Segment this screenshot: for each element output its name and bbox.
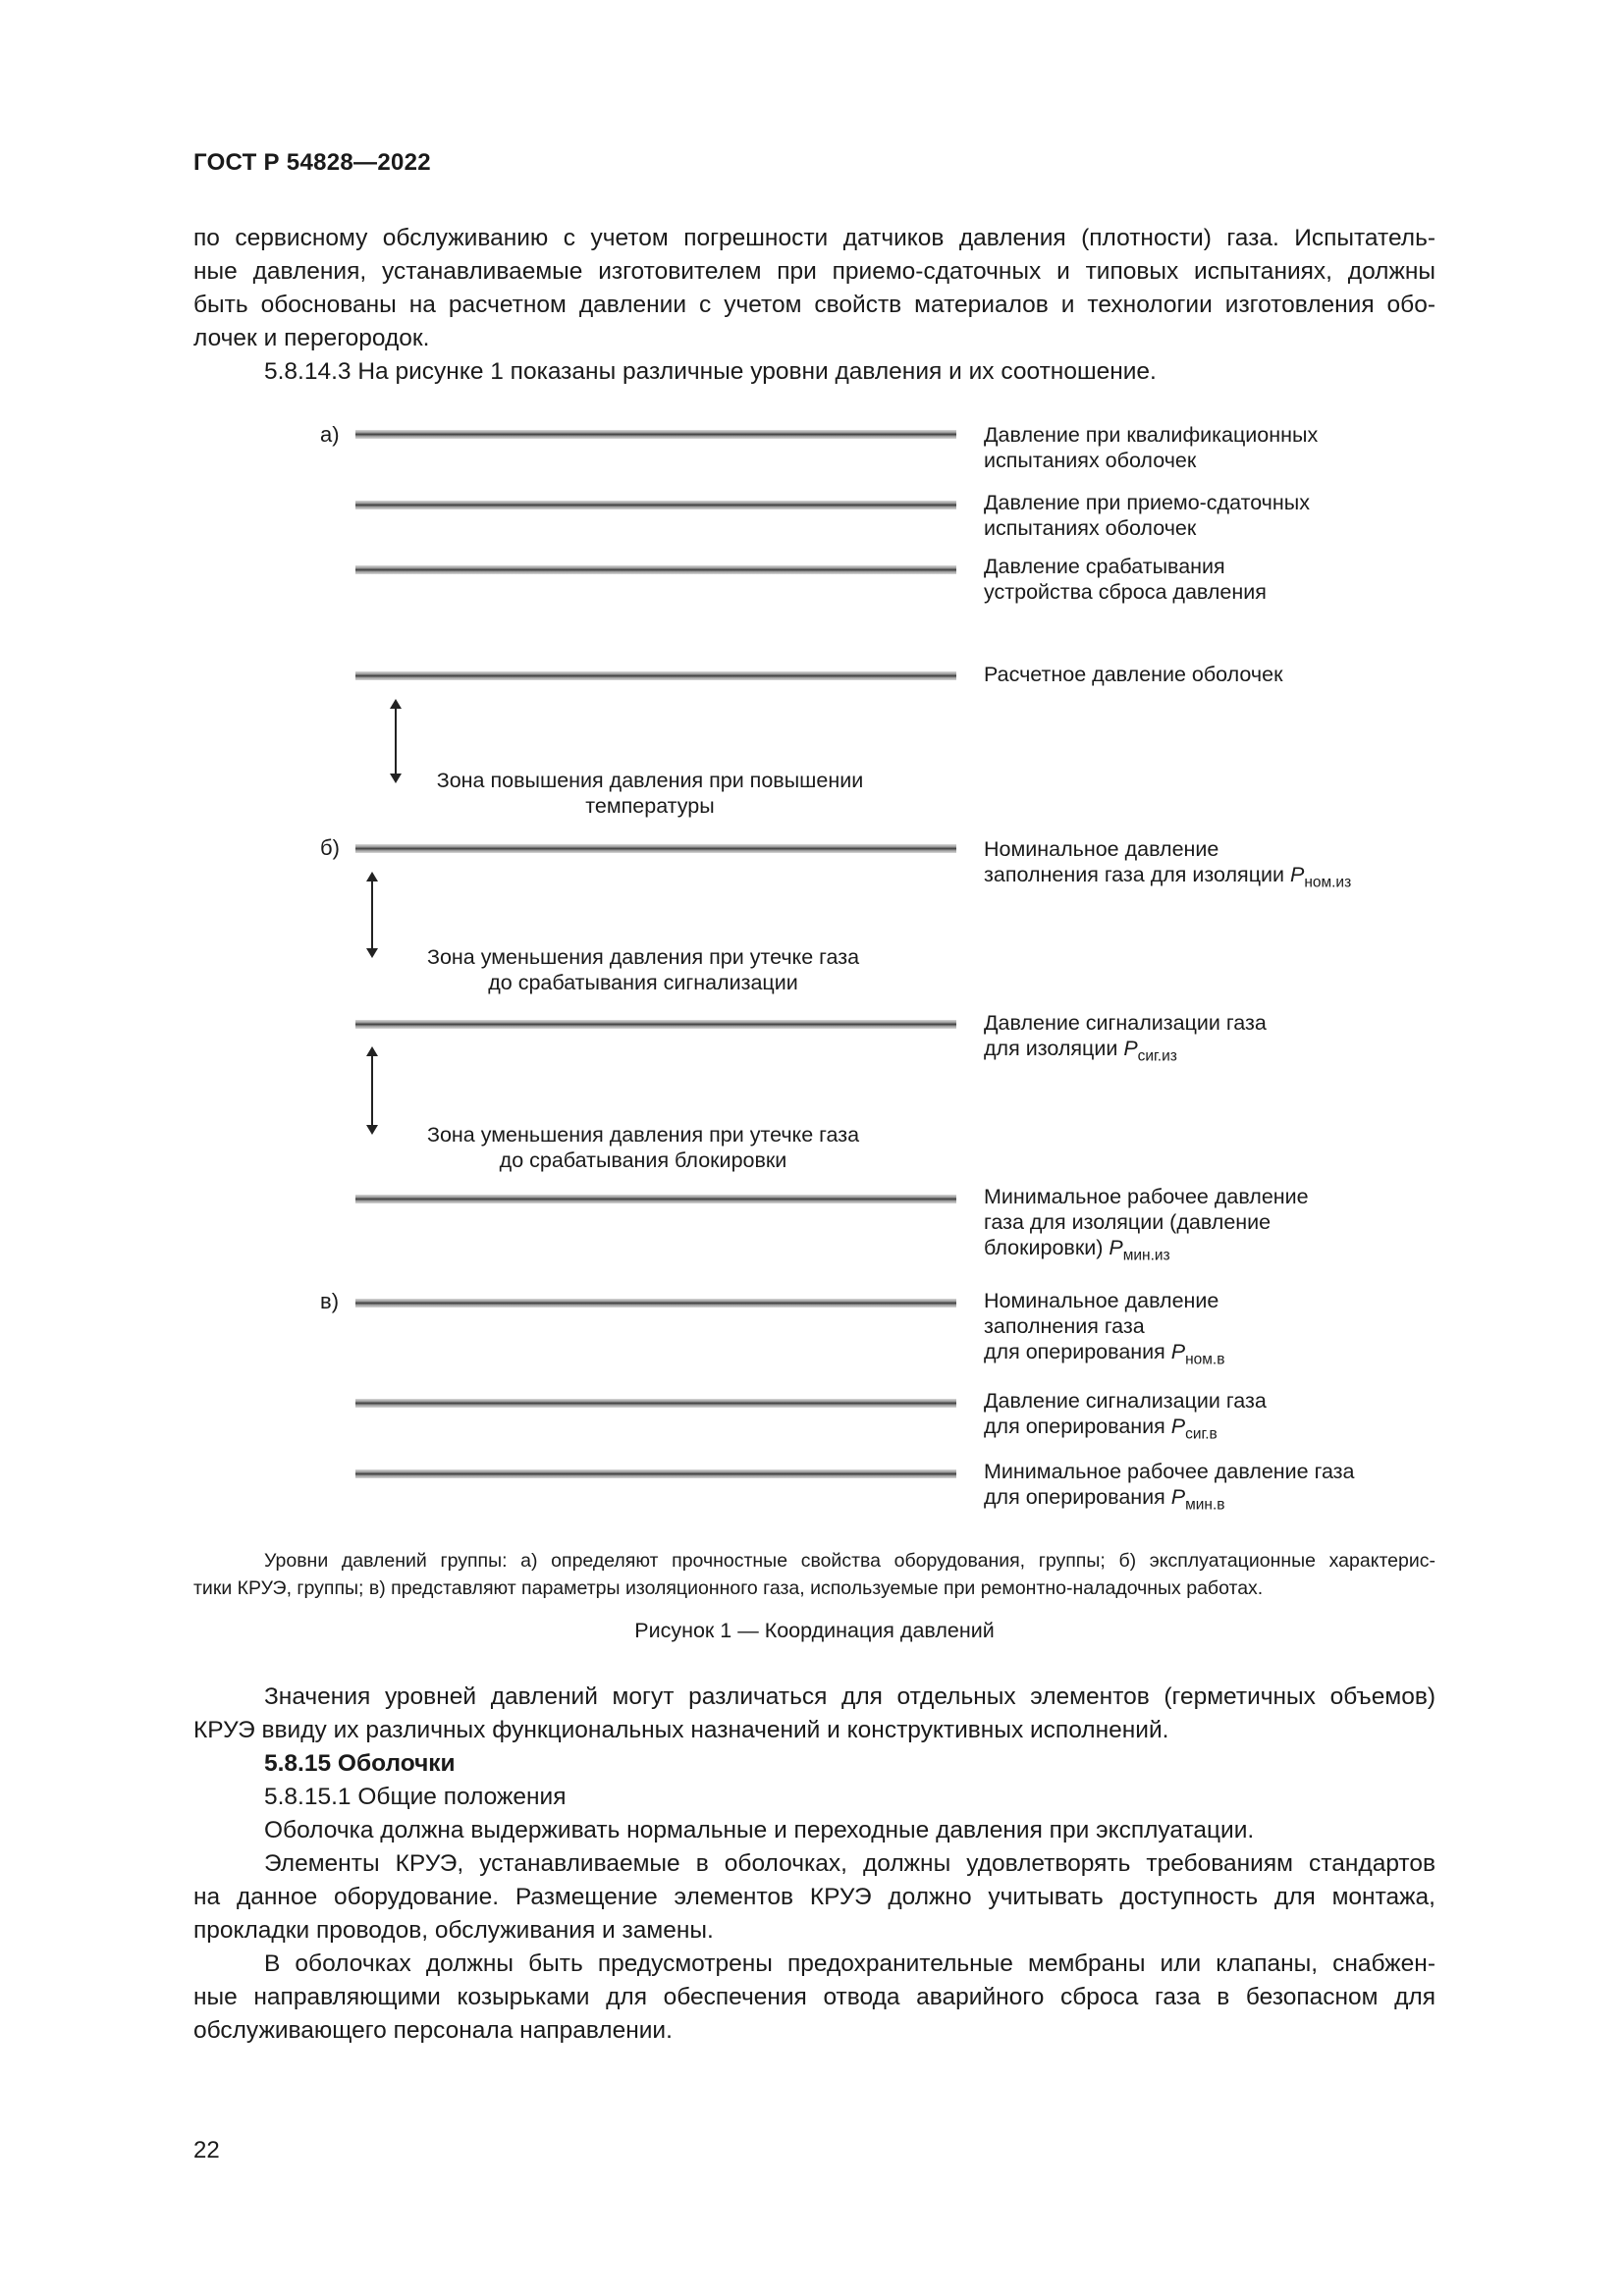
level-line-design — [355, 671, 956, 680]
label-line: испытаниях оболочек — [984, 516, 1197, 540]
label-line — [984, 862, 1351, 895]
zone-label-leak-to-lockout — [403, 1122, 884, 1173]
label-text: заполнения газа для изоляции — [984, 863, 1291, 886]
label-text: для изоляции — [984, 1037, 1124, 1060]
label-line: Давление при приемо-сдаточных — [984, 491, 1310, 514]
note-text: Уровни давлений группы: а) определяют прочностные свойства оборудования, группы; б) эксплуатационные характерис- — [264, 1550, 1435, 1572]
zone-line: Зона повышения давления при повышении — [436, 769, 864, 792]
symbol-p: P — [1290, 863, 1305, 886]
text-line: КРУЭ ввиду их различных функциональных назначений и конструктивных исполнений. — [193, 1717, 1169, 1743]
intro-paragraph — [193, 222, 1435, 389]
symbol-subscript: ном.из — [1304, 874, 1352, 891]
double-arrow-icon — [366, 1046, 378, 1135]
text-line — [193, 1814, 1435, 1847]
label-line: устройства сброса давления — [984, 580, 1267, 604]
text-line: ные направляющими козырьками для обеспечения отвода аварийного сброса газа в безопасном для — [193, 1984, 1435, 2010]
label-line: Номинальное давление — [984, 837, 1219, 861]
level-line-alarm-insulation — [355, 1020, 956, 1029]
symbol-subscript: сиг.из — [1137, 1047, 1177, 1065]
label-line: Минимальное рабочее давление газа — [984, 1460, 1355, 1483]
symbol-p: P — [1170, 1485, 1186, 1509]
label-line: Минимальное рабочее давление — [984, 1185, 1309, 1208]
text-line: ные давления, устанавливаемые изготовителем при приемо-сдаточных и типовых испытаниях, должны — [193, 258, 1435, 285]
label-line — [984, 1414, 1267, 1447]
text-line: быть обоснованы на расчетном давлении с учетом свойств материалов и технологии изготовления обо- — [193, 292, 1435, 318]
level-label-relief-device — [984, 554, 1267, 605]
text-line: на данное оборудование. Размещение элементов КРУЭ должно учитывать доступность для монтажа, — [193, 1884, 1435, 1910]
note-line: тики КРУЭ, группы; в) представляют параметры изоляционного газа, используемые при ремонтно-наладочных работах. — [193, 1577, 1264, 1599]
label-line: Давление срабатывания — [984, 555, 1225, 578]
label-line: Давление сигнализации газа — [984, 1011, 1267, 1035]
text-span: В оболочках должны быть предусмотрены предохранительные мембраны или клапаны, снабжен- — [264, 1950, 1435, 1977]
label-text: для оперирования — [984, 1485, 1171, 1509]
text-line: по сервисному обслуживанию с учетом погрешности датчиков давления (плотности) газа. Испытатель- — [193, 225, 1435, 251]
level-label-nominal-operating — [984, 1288, 1224, 1372]
symbol-p: P — [1170, 1340, 1186, 1363]
label-text: блокировки) — [984, 1236, 1110, 1259]
symbol-p: P — [1170, 1415, 1186, 1438]
note-line — [193, 1547, 1435, 1575]
zone-line: Зона уменьшения давления при утечке газа — [426, 945, 860, 969]
clause-text: 5.8.14.3 На рисунке 1 показаны различные уровни давления и их соотношение. — [264, 358, 1157, 385]
label-line: Номинальное давление — [984, 1289, 1219, 1312]
label-line: Давление сигнализации газа — [984, 1389, 1267, 1413]
zone-line: до срабатывания сигнализации — [488, 971, 798, 994]
symbol-p: P — [1123, 1037, 1138, 1060]
group-label-b: б) — [320, 835, 340, 860]
group-label-a: а) — [320, 422, 340, 447]
label-text: для оперирования — [984, 1415, 1171, 1438]
zone-label-temperature-rise — [405, 768, 895, 819]
level-line-acceptance — [355, 501, 956, 509]
label-line: заполнения газа — [984, 1314, 1145, 1338]
page-number: 22 — [193, 2137, 220, 2163]
section-heading — [193, 1747, 1435, 1781]
label-line: газа для изоляции (давление — [984, 1210, 1272, 1234]
level-label-acceptance — [984, 490, 1310, 541]
level-line-min-insulation — [355, 1195, 956, 1203]
symbol-subscript: мин.из — [1122, 1247, 1170, 1264]
figure-caption: Рисунок 1 — Координация давлений — [634, 1619, 995, 1642]
text-line — [193, 1847, 1435, 1881]
text-line — [193, 1681, 1435, 1714]
clause-5-8-14-3 — [193, 355, 1435, 389]
section-title: 5.8.15 Оболочки — [264, 1750, 456, 1777]
symbol-subscript: ном.в — [1185, 1351, 1225, 1368]
level-line-nominal-operating — [355, 1299, 956, 1308]
label-line: Давление при квалификационных — [984, 423, 1319, 447]
label-line: Расчетное давление оболочек — [984, 663, 1283, 686]
level-label-min-insulation — [984, 1184, 1309, 1268]
symbol-subscript: мин.в — [1185, 1496, 1225, 1514]
level-line-min-operating — [355, 1469, 956, 1478]
figure-note — [193, 1547, 1435, 1602]
text-line: лочек и перегородок. — [193, 325, 430, 351]
label-line — [984, 1339, 1224, 1372]
double-arrow-icon — [390, 699, 402, 783]
zone-label-leak-to-alarm — [403, 944, 884, 995]
level-label-alarm-operating — [984, 1388, 1267, 1447]
level-label-alarm-insulation — [984, 1010, 1267, 1069]
level-label-nominal-insulation — [984, 836, 1351, 895]
level-line-relief-device — [355, 565, 956, 574]
level-label-design — [984, 662, 1283, 687]
zone-line: Зона уменьшения давления при утечке газа — [426, 1123, 860, 1147]
level-line-nominal-insulation — [355, 844, 956, 853]
symbol-subscript: сиг.в — [1185, 1425, 1218, 1443]
label-line — [984, 1036, 1267, 1069]
zone-line: температуры — [585, 794, 715, 818]
label-line: испытаниях оболочек — [984, 449, 1197, 472]
text-span: Элементы КРУЭ, устанавливаемые в оболочках, должны удовлетворять требованиям стандартов — [264, 1850, 1435, 1877]
label-line — [984, 1235, 1309, 1268]
subsection-title: 5.8.15.1 Общие положения — [264, 1784, 567, 1810]
text-line: прокладки проводов, обслуживания и замены. — [193, 1917, 714, 1944]
level-line-qualification — [355, 430, 956, 439]
group-label-c: в) — [320, 1289, 340, 1313]
body-text — [193, 1681, 1435, 2048]
level-line-alarm-operating — [355, 1399, 956, 1408]
document-header: ГОСТ Р 54828—2022 — [193, 149, 431, 176]
subsection-heading — [193, 1781, 1435, 1814]
text-span: Оболочка должна выдерживать нормальные и переходные давления при эксплуатации. — [264, 1817, 1255, 1843]
text-span: Значения уровней давлений могут различаться для отдельных элементов (герметичных объемов) — [264, 1683, 1435, 1710]
label-line — [984, 1484, 1355, 1518]
text-line: обслуживающего персонала направлении. — [193, 2017, 673, 2044]
symbol-p: P — [1109, 1236, 1123, 1259]
label-text: для оперирования — [984, 1340, 1171, 1363]
level-label-qualification — [984, 422, 1318, 473]
text-line — [193, 1948, 1435, 1981]
level-label-min-operating — [984, 1459, 1355, 1518]
zone-line: до срабатывания блокировки — [499, 1148, 787, 1172]
double-arrow-icon — [366, 872, 378, 958]
